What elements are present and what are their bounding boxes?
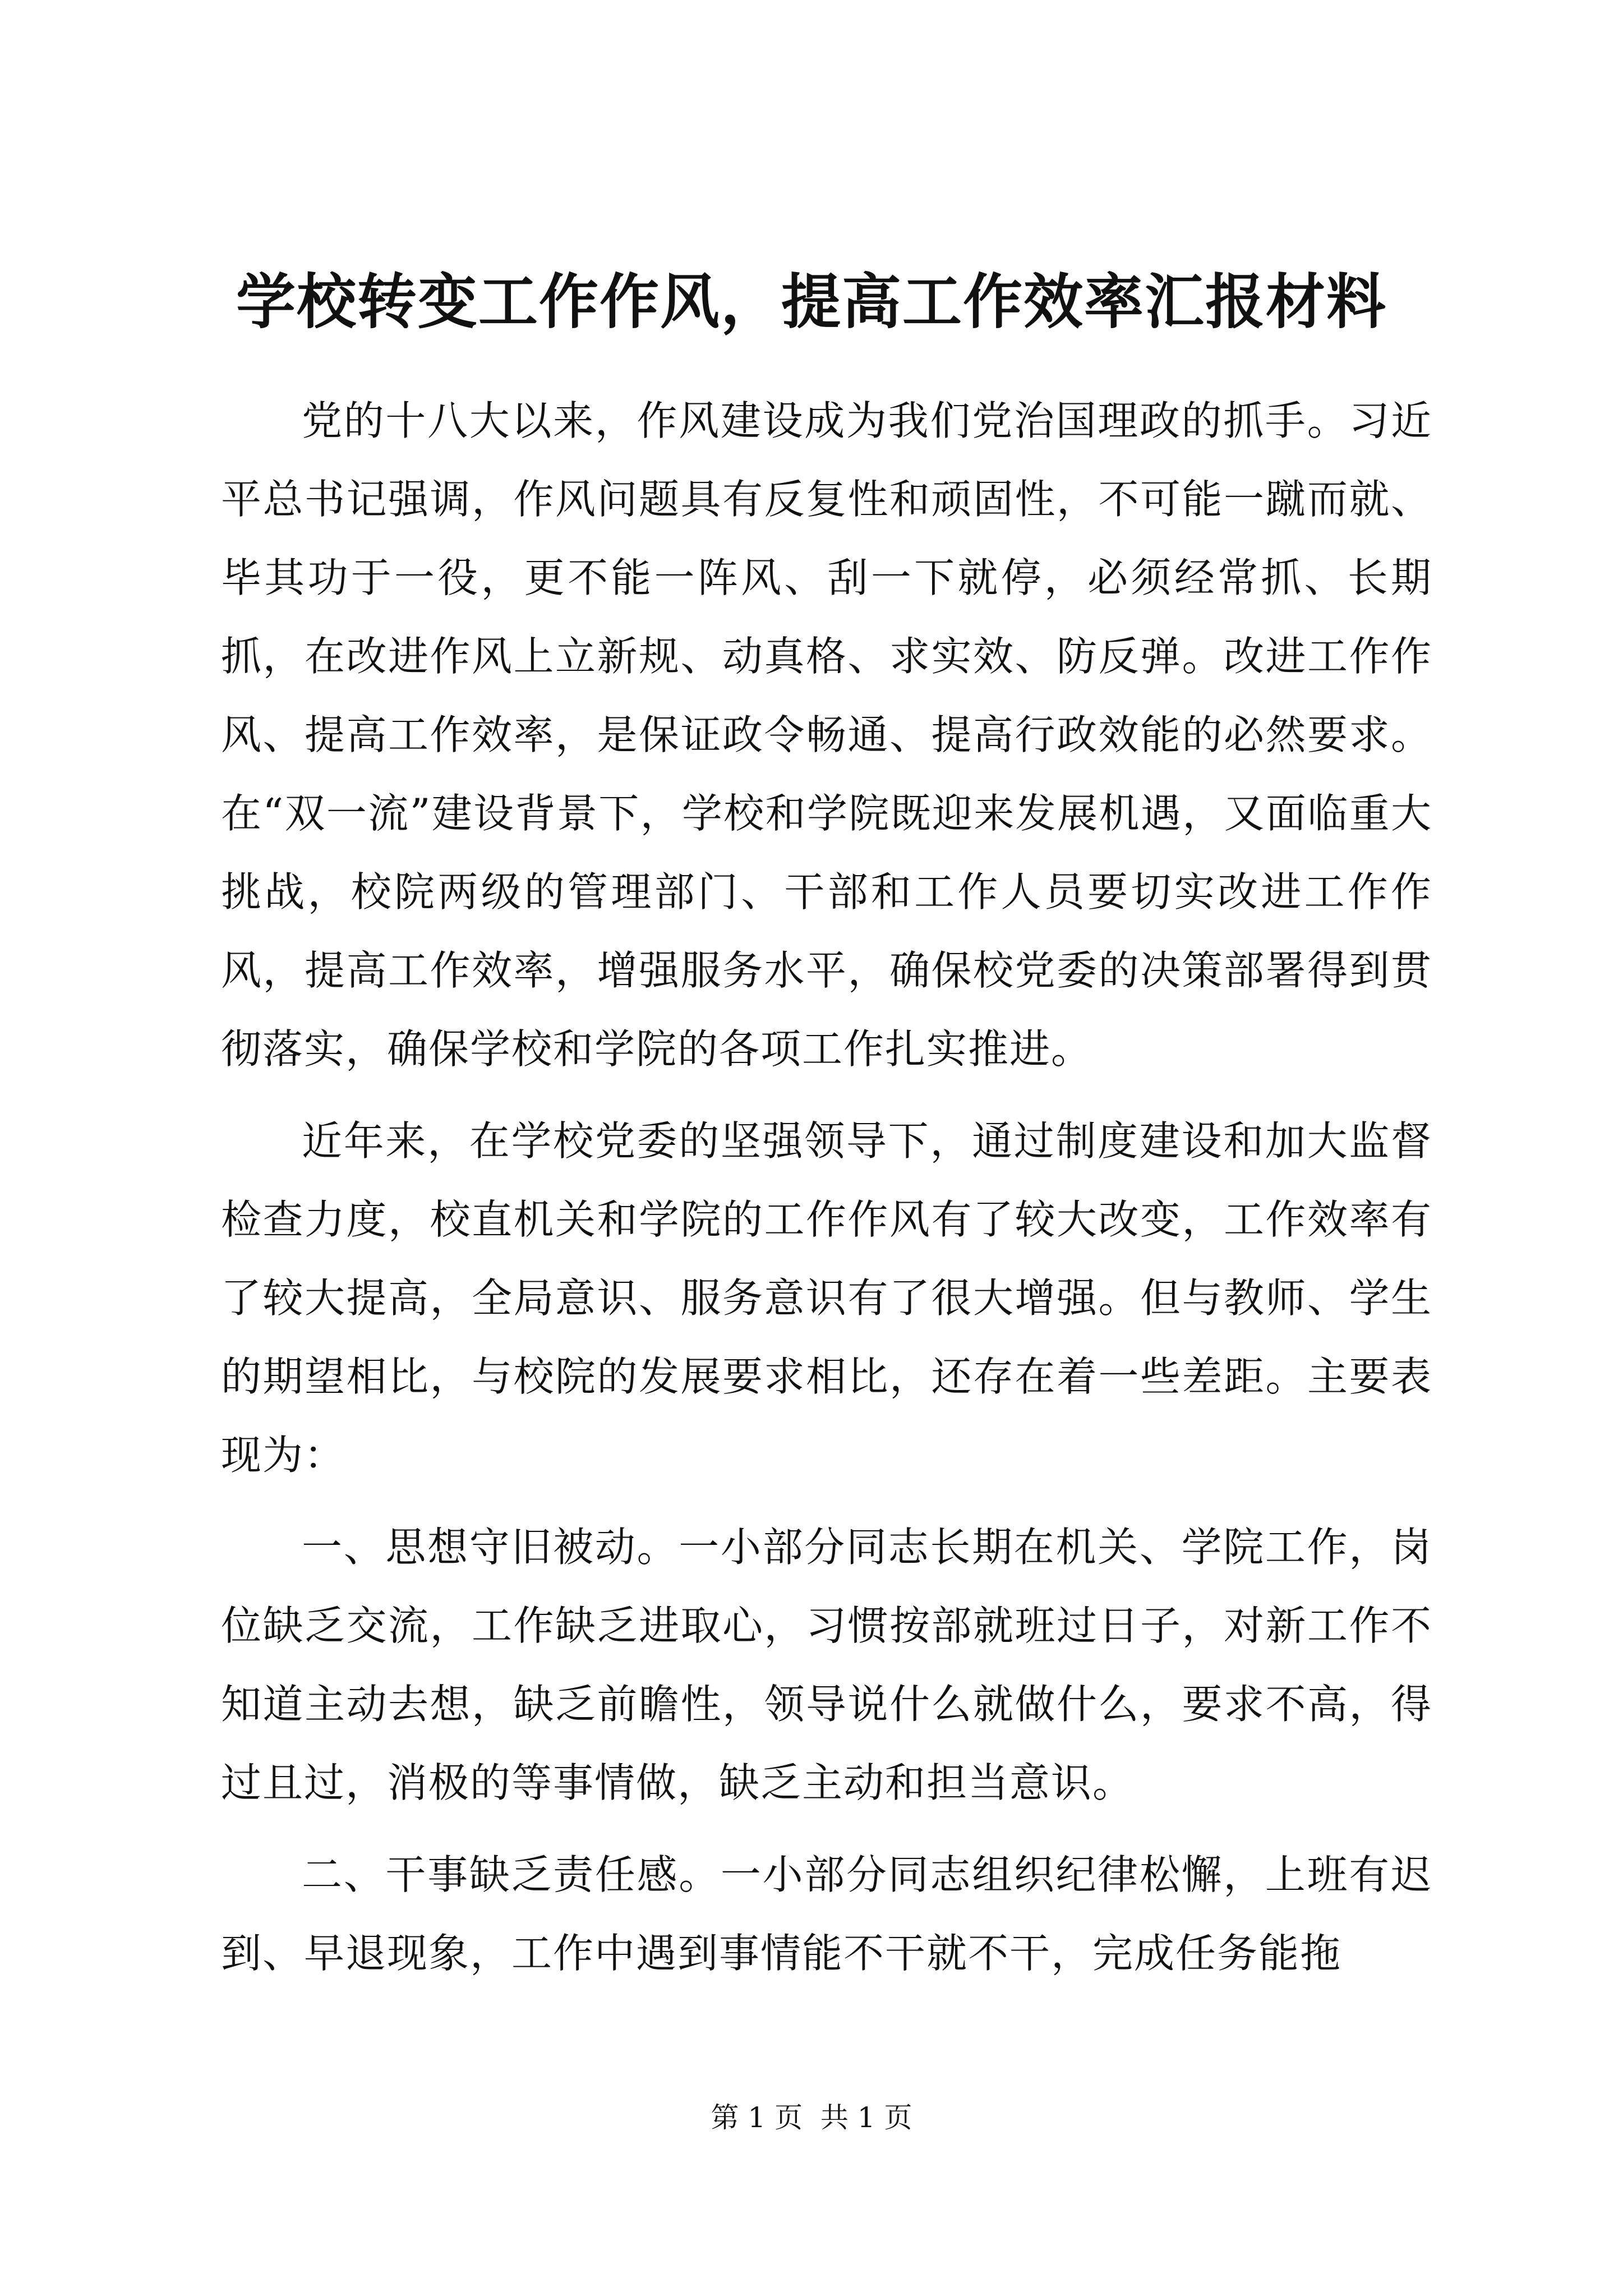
page-number: 第 1 页 共 1 页 xyxy=(711,2101,912,2134)
paragraph-intro: 党的十八大以来，作风建设成为我们党治国理政的抓手。习近平总书记强调，作风问题具有反复性和顽固性，不可能一蹴而就、毕其功于一役，更不能一阵风、刮一下就停，必须经常抓、长期抓，在改进作风上立新规、动真格、求实效、防反弹。改进工作作风、提高工作效率，是保证政令畅通、提高行政效能的必然要求。在“双一流”建设背景下，学校和学院既迎来发展机遇，又面临重大挑战，校院两级的管理部门、干部和工作人员要切实改进工作作风，提高工作效率，增强服务水平，确保校党委的决策部署得到贯彻落实，确保学校和学院的各项工作扎实推进。 xyxy=(221,397,1432,1073)
document-body xyxy=(221,381,1432,2006)
paragraph-status: 近年来，在学校党委的坚强领导下，通过制度建设和加大监督检查力度，校直机关和学院的工作作风有了较大改变，工作效率有了较大提高，全局意识、服务意识有了很大增强。但与教师、学生的期望相比，与校院的发展要求相比，还存在着一些差距。主要表现为： xyxy=(221,1117,1432,1479)
paragraph-issue-2: 二、干事缺乏责任感。一小部分同志组织纪律松懈，上班有迟到、早退现象，工作中遇到事情能不干就不干，完成任务能拖 xyxy=(221,1851,1432,1977)
page-footer xyxy=(0,2098,1623,2137)
paragraph-issue-1: 一、思想守旧被动。一小部分同志长期在机关、学院工作，岗位缺乏交流，工作缺乏进取心，习惯按部就班过日子，对新工作不知道主动去想，缺乏前瞻性，领导说什么就做什么，要求不高，得过且过，消极的等事情做，缺乏主动和担当意识。 xyxy=(221,1524,1432,1806)
document-title: 学校转变工作作风，提高工作效率汇报材料 xyxy=(236,266,1387,337)
